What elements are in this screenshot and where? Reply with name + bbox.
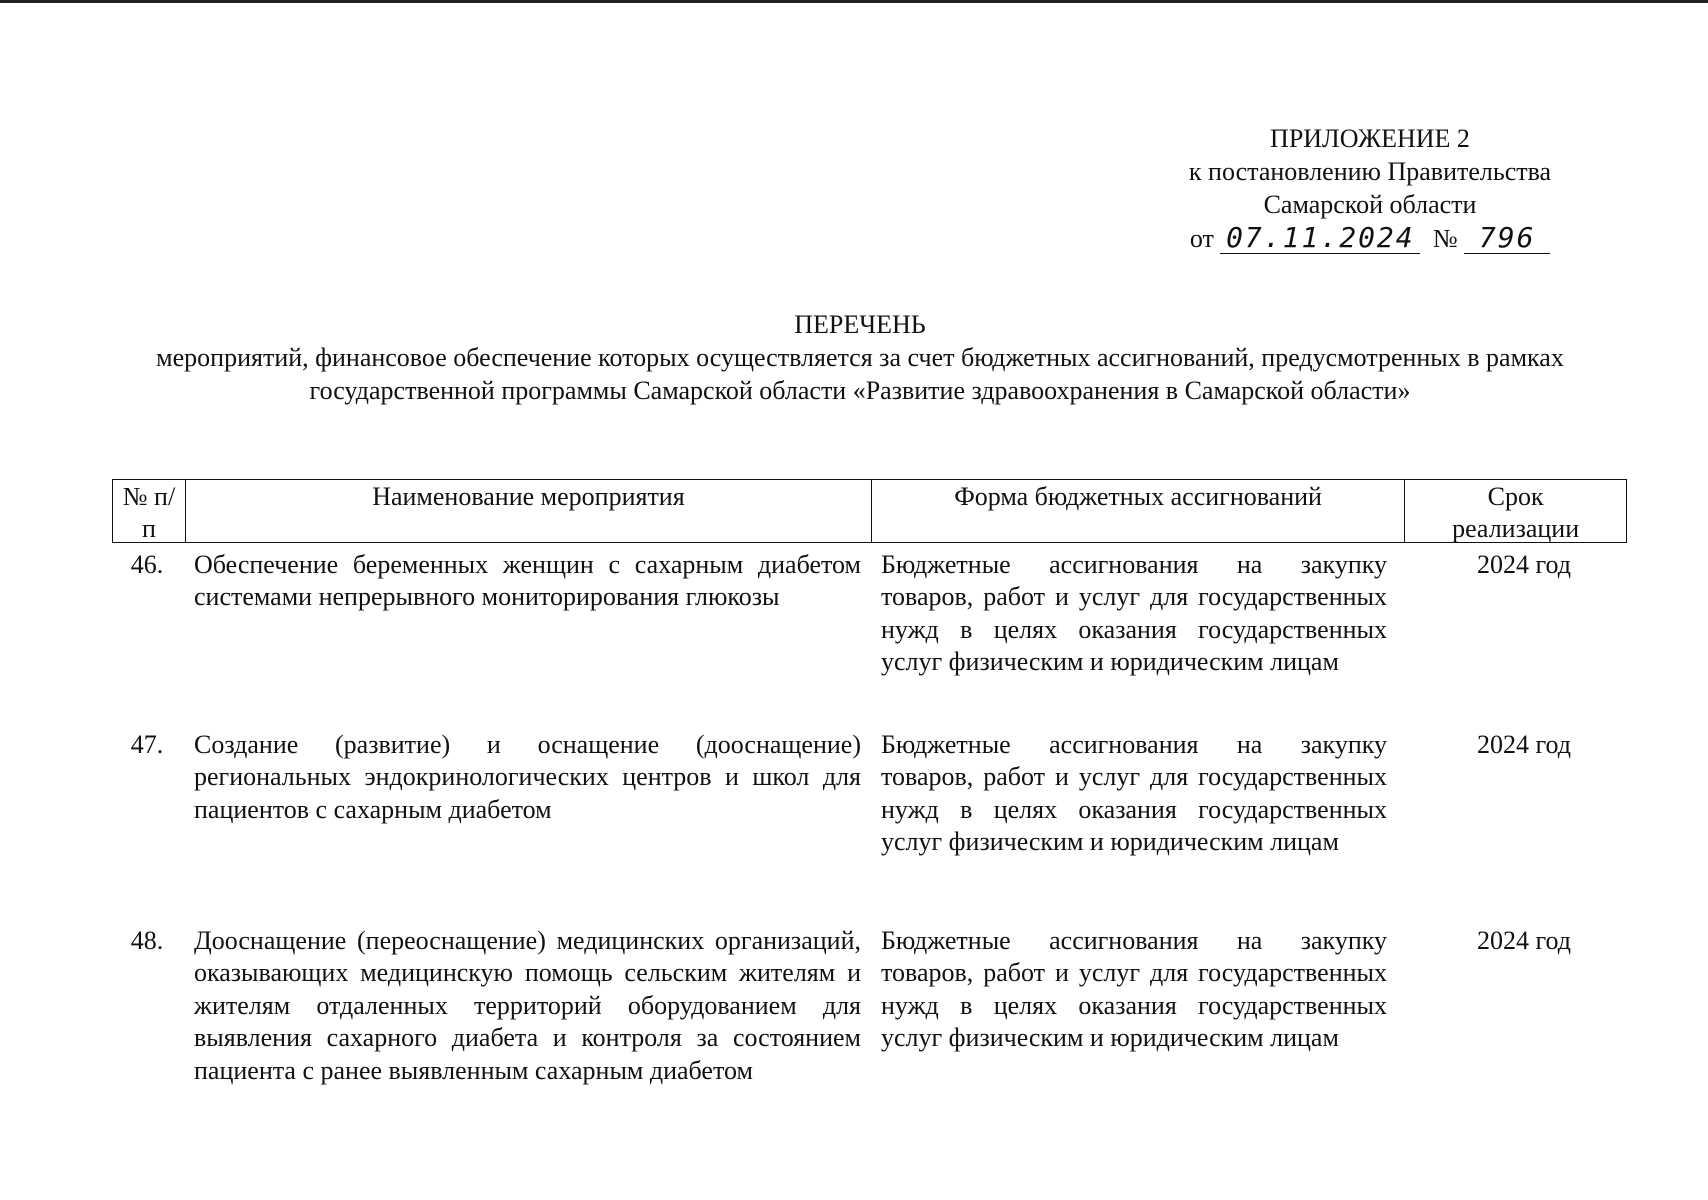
heading-subtitle: мероприятий, финансовое обеспечение которых осуществляется за счет бюджетных ассигнований, предусмотренных в рамках государственной программы Самарской области «Развитие здравоохранения в Самарской области» — [156, 343, 1564, 405]
row-number: 46. — [130, 550, 164, 579]
row-name: Обеспечение беременных женщин с сахарным диабетом системами непрерывного мониторирования глюкозы — [194, 550, 861, 612]
header-form: Форма бюджетных ассигнований — [871, 480, 1404, 542]
number-sign: № — [1432, 224, 1458, 253]
row-form: Бюджетные ассигнования на закупку товаров, работ и услуг для государственных нужд в целях оказания государственных услуг физическим и юридическим лицам — [881, 550, 1387, 677]
row-number: 48. — [130, 926, 164, 955]
row-name: Дооснащение (переоснащение) медицинских организаций, оказывающих медицинскую помощь сельским жителям и жителям отдаленных территорий оборудованием для выявления сахарного диабета и контроля за состоянием пациента с ранее выявленным сахарным диабетом — [194, 926, 861, 1085]
scan-top-edge — [0, 0, 1708, 3]
appendix-date-line — [1110, 222, 1630, 255]
row-form: Бюджетные ассигнования на закупку товаров, работ и услуг для государственных нужд в целях оказания государственных услуг физическим и юридическим лицам — [881, 730, 1387, 857]
row-term: 2024 год — [1477, 926, 1571, 955]
row-form: Бюджетные ассигнования на закупку товаров, работ и услуг для государственных нужд в целях оказания государственных услуг физическим и юридическим лицам — [881, 926, 1387, 1053]
table-row — [112, 729, 1627, 859]
document-heading — [100, 308, 1620, 407]
row-term: 2024 год — [1477, 730, 1571, 759]
appendix-line-2: Самарской области — [1263, 190, 1477, 219]
table-header — [112, 479, 1627, 543]
appendix-title: ПРИЛОЖЕНИЕ 2 — [1270, 124, 1470, 153]
row-name: Создание (развитие) и оснащение (дооснащение) региональных эндокринологических центров и школ для пациентов с сахарным диабетом — [194, 730, 861, 824]
appendix-line-1: к постановлению Правительства — [1188, 157, 1552, 186]
date-prefix: от — [1189, 224, 1214, 253]
heading-title: ПЕРЕЧЕНЬ — [794, 310, 926, 339]
header-name: Наименование мероприятия — [185, 480, 871, 542]
handwritten-date: 07.11.2024 — [1220, 223, 1420, 254]
table-row — [112, 925, 1627, 1087]
row-number: 47. — [130, 730, 164, 759]
handwritten-number: 796 — [1464, 223, 1550, 254]
table-row — [112, 549, 1627, 679]
row-term: 2024 год — [1477, 550, 1571, 579]
header-number: № п/п — [122, 482, 176, 543]
header-term: Срок реализации — [1404, 480, 1626, 542]
appendix-block — [1110, 122, 1630, 255]
